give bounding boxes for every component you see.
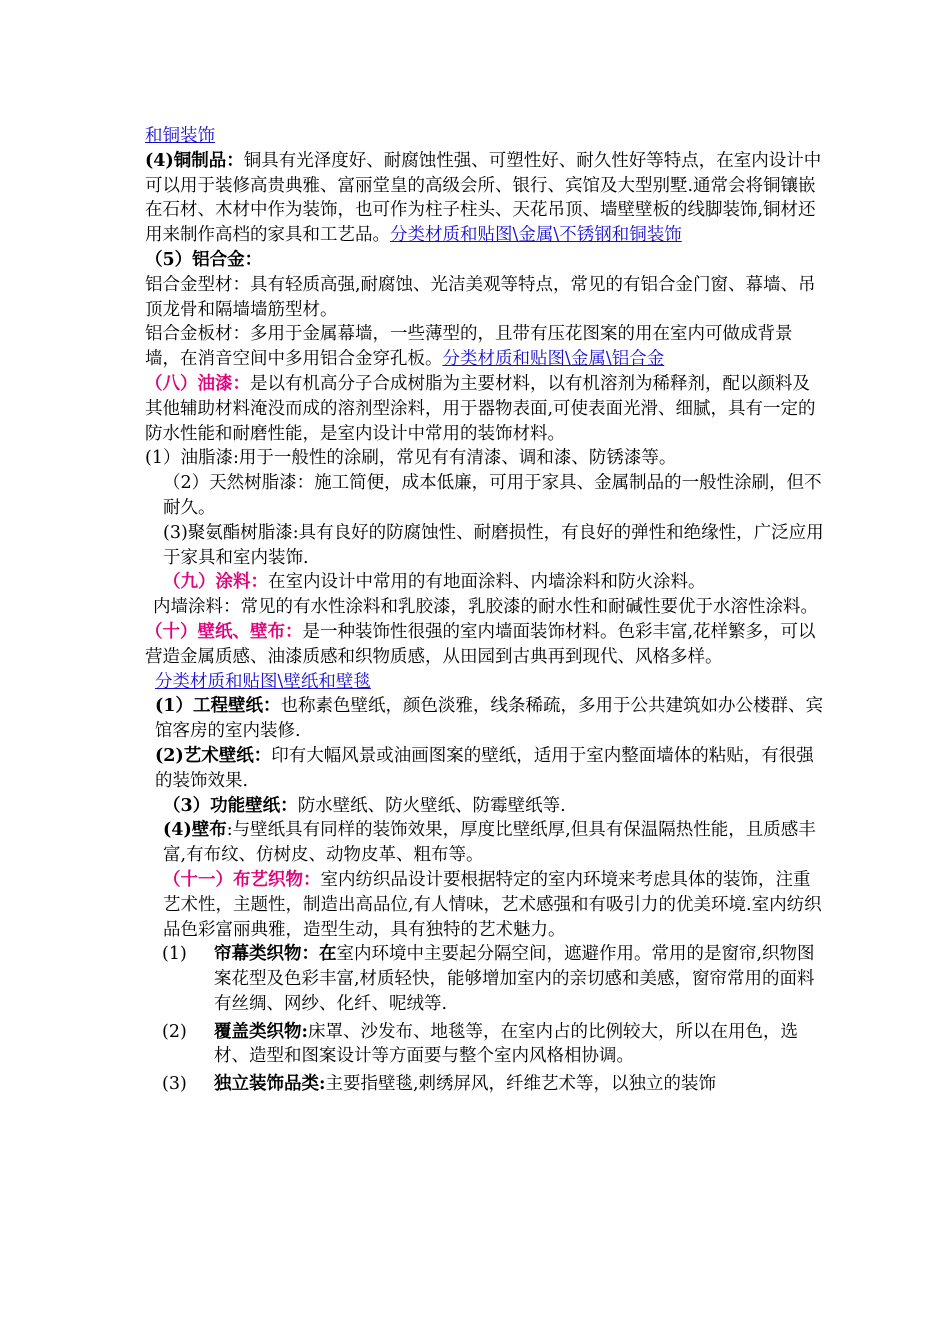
interior-coating-paragraph: 内墙涂料：常见的有水性涂料和乳胶漆，乳胶漆的耐水性和耐碱性要优于水溶性涂料。 (153, 597, 818, 618)
textile-item-2-number: (2) (162, 1021, 187, 1042)
aluminum-profile-paragraph: 铝合金型材：具有轻质高强,耐腐蚀、光洁美观等特点，常见的有铝合金门窗、幕墙、吊顶龙骨和隔墙墙筋型材。 (145, 274, 816, 320)
textile-text: 室内纺织品设计要根据特定的室内环境来考虑具体的装饰，注重艺术性，主题性，制造出高品位,有人情味，艺术感强和有吸引力的优美环境.室内纺织品色彩富丽典雅，造型生动，具有独特的艺术魅力。 (163, 869, 822, 940)
paint-paragraph (145, 372, 825, 446)
copper-paragraph (145, 149, 825, 248)
paint-item-1: (1）油脂漆:用于一般性的涂刷，常见有有清漆、调和漆、防锈漆等。 (145, 448, 677, 469)
link-wallpaper-paragraph (145, 670, 825, 695)
wallpaper-item-2-heading: (2)艺术壁纸： (155, 745, 272, 766)
textile-item-3-heading: 独立装饰品类: (214, 1074, 326, 1095)
wallpaper-item-3-heading: （3）功能壁纸： (163, 795, 298, 816)
textile-item-2-text: 床罩、沙发布、地毯等，在室内占的比例较大，所以在用色，选材、造型和图案设计等方面要与整个室内风格相协调。 (214, 1021, 798, 1067)
textile-heading: （十一）布艺织物： (163, 869, 321, 890)
link-wallpaper[interactable]: 分类材质和贴图\壁纸和壁毯 (155, 671, 371, 692)
textile-paragraph (145, 868, 825, 942)
textile-item-3-number: (3) (162, 1074, 187, 1095)
coating-paragraph (145, 570, 825, 595)
paint-item-3: (3)聚氨酯树脂漆:具有良好的防腐蚀性、耐磨损性，有良好的弹性和绝缘性，广泛应用于家具和室内装饰. (163, 522, 824, 568)
wallpaper-item-1-heading: (1）工程壁纸： (155, 696, 281, 717)
link-copper-decoration[interactable]: 和铜装饰 (145, 126, 215, 146)
wallpaper-text: 是一种装饰性很强的室内墙面装饰材料。色彩丰富,花样繁多，可以营造金属质感、油漆质感和织物质感，从田园到古典再到现代、风格多样。 (145, 621, 816, 667)
document-content (145, 124, 825, 1097)
copper-text: 铜具有光泽度好、耐腐蚀性强、可塑性好、耐久性好等特点，在室内设计中可以用于装修高贵典雅、富丽堂皇的高级会所、银行、宾馆及大型别墅.通常会将铜镶嵌在石材、木材中作为装饰，也可作为柱子柱头、天花吊顶、墙壁壁板的线脚装饰,铜材还用来制作高档的家具和工艺品。 (145, 150, 822, 246)
coating-text: 在室内设计中常用的有地面涂料、内墙涂料和防火涂料。 (268, 572, 706, 593)
textile-item-2-heading: 覆盖类织物: (214, 1021, 308, 1042)
textile-item-1-text: 室内环境中主要起分隔空间，遮避作用。常用的是窗帘,织物图案花型及色彩丰富,材质轻快，能够增加室内的亲切感和美感，窗帘常用的面料有丝绸、网纱、化纤、呢绒等. (214, 944, 815, 1014)
paint-text: 是以有机高分子合成树脂为主要材料，以有机溶剂为稀释剂，配以颜料及其他辅助材料淹没而成的溶剂型涂料，用于器物表面,可使表面光滑、细腻，具有一定的防水性能和耐磨性能，是室内设计中常用的装饰材料。 (145, 373, 816, 444)
aluminum-sheet-text: 铝合金板材：多用于金属幕墙，一些薄型的，且带有压花图案的用在室内可做成背景墙，在消音空间中多用铝合金穿孔板。 (145, 324, 793, 370)
textile-item-1 (145, 942, 825, 1016)
textile-item-2 (145, 1020, 825, 1070)
wallpaper-paragraph (145, 620, 825, 670)
aluminum-heading: （5）铝合金： (145, 249, 263, 270)
wallpaper-item-4-heading: (4)壁布 (163, 820, 227, 841)
aluminum-sheet-paragraph (145, 322, 825, 372)
wallpaper-heading: （十）壁纸、壁布： (145, 621, 303, 642)
textile-item-1-heading: 帘幕类织物：在 (214, 944, 337, 965)
wallpaper-item-1: (1）工程壁纸：也称素色壁纸，颜色淡雅，线条稀疏，多用于公共建筑如办公楼群、宾馆客房的室内装修. (155, 696, 823, 742)
textile-item-3-text: 主要指壁毯,刺绣屏风，纤维艺术等，以独立的装饰 (325, 1074, 717, 1095)
textile-item-1-number: (1) (162, 944, 187, 965)
copper-heading: (4)铜制品： (145, 150, 244, 171)
link-stainless-copper[interactable]: 分类材质和贴图\金属\不锈钢和铜装饰 (390, 225, 682, 246)
coating-heading: （九）涂料： (163, 572, 268, 593)
paint-item-2: （2）天然树脂漆：施工简便，成本低廉，可用于家具、金属制品的一般性涂刷，但不耐久。 (163, 473, 822, 518)
textile-item-3 (145, 1072, 825, 1097)
paint-heading: （八）油漆： (145, 373, 250, 394)
wallpaper-item-2: (2)艺术壁纸：印有大幅风景或油画图案的壁纸，适用于室内整面墙体的粘贴，有很强的装饰效果. (155, 745, 814, 791)
link-aluminum[interactable]: 分类材质和贴图\金属\铝合金 (442, 349, 665, 370)
wallpaper-item-4: (4)壁布:与壁纸具有同样的装饰效果，厚度比壁纸厚,但具有保温隔热性能，且质感丰富,有布纹、仿树皮、动物皮革、粗布等。 (163, 820, 816, 866)
wallpaper-item-3: （3）功能壁纸：防水壁纸、防火壁纸、防霉壁纸等. (163, 795, 566, 816)
